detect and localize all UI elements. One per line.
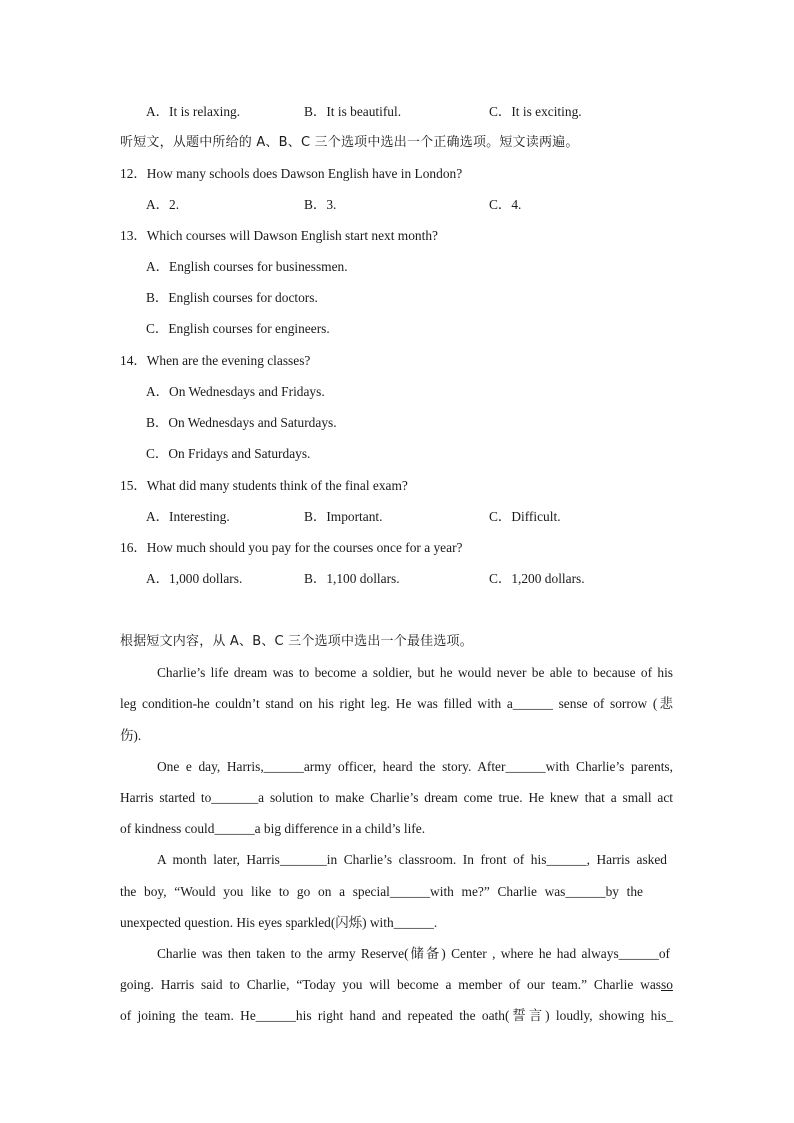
reading-instruction: 根据短文内容，从 A、B、C 三个选项中选出一个最佳选项。 xyxy=(120,634,473,649)
option-c: C．It is exciting. xyxy=(489,104,582,119)
passage-line-with-underline xyxy=(120,976,673,994)
option-a: A．English courses for businessmen. xyxy=(146,259,348,274)
option-b: B．3. xyxy=(304,197,337,212)
option-a: A．Interesting. xyxy=(146,509,230,524)
option-c: C．On Fridays and Saturdays. xyxy=(146,446,311,461)
question-stem: 13．Which courses will Dawson English start next month? xyxy=(120,228,438,243)
passage-line: Charlie’s life dream was to become a soldier, but he would never be able to because of his xyxy=(157,665,673,680)
underlined-word: so xyxy=(661,977,673,992)
question-stem: 12．How many schools does Dawson English have in London? xyxy=(120,166,463,181)
passage-line: of kindness could______a big difference in a child’s life. xyxy=(120,821,426,836)
option-b: B．English courses for doctors. xyxy=(146,290,318,305)
option-b: B．Important. xyxy=(304,509,383,524)
option-c: C．English courses for engineers. xyxy=(146,321,330,336)
passage-line: Charlie was then taken to the army Reserve(储备) Center , where he had always______of xyxy=(157,946,670,961)
option-c: C．Difficult. xyxy=(489,509,561,524)
passage-line: One e day, Harris,______army officer, heard the story. After______with Charlie’s parents, xyxy=(157,759,673,774)
option-c: C．4. xyxy=(489,197,522,212)
question-stem: 15．What did many students think of the final exam? xyxy=(120,478,408,493)
passage-line: 伤). xyxy=(120,728,142,743)
option-a: A．It is relaxing. xyxy=(146,104,241,119)
option-b: B．On Wednesdays and Saturdays. xyxy=(146,415,337,430)
question-stem: 14．When are the evening classes? xyxy=(120,353,311,368)
passage-line: A month later, Harris_______in Charlie’s classroom. In front of his______, Harris asked xyxy=(157,852,667,867)
passage-line: of joining the team. He______his right hand and repeated the oath(誓言) loudly, showing his_ xyxy=(120,1008,673,1023)
option-a: A．1,000 dollars. xyxy=(146,571,243,586)
option-b: B．It is beautiful. xyxy=(304,104,402,119)
passage-line: leg condition-he couldn’t stand on his right leg. He was filled with a______ sense of sorrow (悲 xyxy=(120,696,673,711)
passage-line-text: going. Harris said to Charlie, “Today you will become a member of our team.” Charlie was xyxy=(120,977,661,992)
passage-line: the boy, “Would you like to go on a special______with me?” Charlie was______by the xyxy=(120,884,643,899)
question-stem: 16．How much should you pay for the courses once for a year? xyxy=(120,540,463,555)
option-c: C．1,200 dollars. xyxy=(489,571,585,586)
option-a: A．On Wednesdays and Fridays. xyxy=(146,384,325,399)
listening-instruction: 听短文，从题中所给的 A、B、C 三个选项中选出一个正确选项。短文读两遍。 xyxy=(120,135,579,150)
option-b: B．1,100 dollars. xyxy=(304,571,400,586)
passage-line: Harris started to_______a solution to make Charlie’s dream come true. He knew that a small act xyxy=(120,790,673,805)
option-a: A．2. xyxy=(146,197,180,212)
passage-line: unexpected question. His eyes sparkled(闪烁) with______. xyxy=(120,915,438,930)
